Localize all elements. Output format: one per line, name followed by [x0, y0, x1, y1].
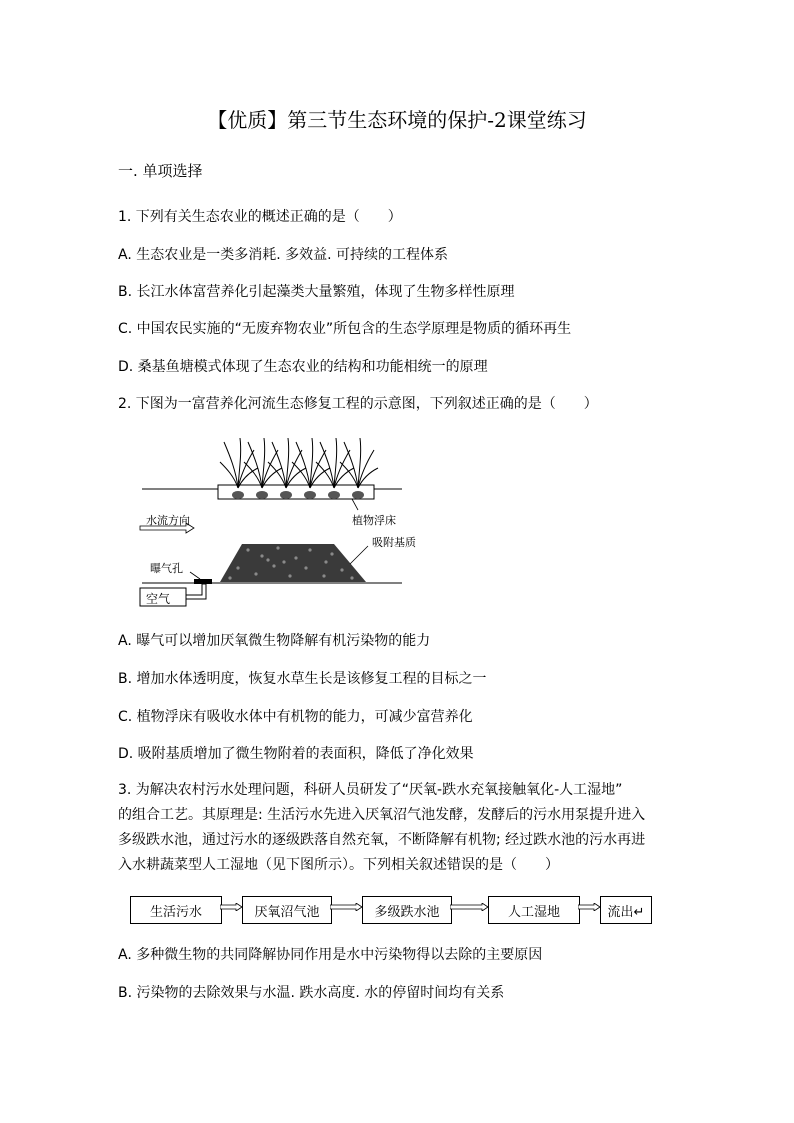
q3-stem [118, 778, 688, 878]
q2-stem: 2. 下图为一富营养化河流生态修复工程的示意图，下列叙述正确的是（ ） [118, 396, 598, 412]
q3-stem-line: 多级跌水池，通过污水的逐级跌落自然充氧，不断降解有机物; 经过跌水池的污水再进 [118, 832, 646, 848]
floating-bed-label: 植物浮床 [352, 514, 396, 527]
page-title: 【优质】第三节生态环境的保护-2课堂练习 [207, 108, 587, 132]
q1-option-c: C. 中国农民实施的“无废弃物农业”所包含的生态学原理是物质的循环再生 [118, 321, 572, 337]
flow-step-anaerobic-tank: 厌氧沼气池 [242, 896, 332, 924]
flow-direction-label: 水流方向 [146, 514, 190, 527]
q1-option-a: A. 生态农业是一类多消耗. 多效益. 可持续的工程体系 [118, 247, 449, 263]
q1-stem: 1. 下列有关生态农业的概述正确的是（ ） [118, 209, 402, 225]
flow-step-drop-tank: 多级跌水池 [362, 896, 452, 924]
q1-option-d: D. 桑基鱼塘模式体现了生态农业的结构和功能相统一的原理 [118, 359, 488, 375]
q3-stem-line: 3. 为解决农村污水处理问题，科研人员研发了“厌氧-跌水充氧接触氧化-人工湿地” [118, 782, 623, 798]
q2-option-c: C. 植物浮床有吸收水体中有机物的能力，可减少富营养化 [118, 709, 473, 725]
q1-option-b: B. 长江水体富营养化引起藻类大量繁殖，体现了生物多样性原理 [118, 284, 515, 300]
arrow-icon [578, 903, 600, 911]
arrow-icon [450, 903, 488, 911]
flow-step-wetland: 人工湿地 [488, 896, 580, 924]
q2-option-b: B. 增加水体透明度，恢复水草生长是该修复工程的目标之一 [118, 671, 487, 687]
air-label: 空气 [146, 592, 171, 606]
process-flow-diagram [118, 888, 678, 938]
flow-step-outflow: 流出↵ [600, 896, 652, 924]
arrow-icon [330, 903, 362, 911]
adsorption-label: 吸附基质 [372, 536, 416, 549]
q2-option-a: A. 曝气可以增加厌氧微生物降解有机污染物的能力 [118, 633, 431, 649]
q3-option-a: A. 多种微生物的共同降解协同作用是水中污染物得以去除的主要原因 [118, 947, 543, 963]
arrow-icon [220, 903, 242, 911]
flow-step-domestic-sewage: 生活污水 [130, 896, 222, 924]
q3-stem-line: 入水耕蔬菜型人工湿地（见下图所示）。下列相关叙述错误的是（ ） [118, 857, 559, 873]
q3-stem-line: 的组合工艺。其原理是: 生活污水先进入厌氧沼气池发酵，发酵后的污水用泵提升进入 [118, 807, 646, 823]
river-restoration-figure [138, 436, 416, 608]
q2-option-d: D. 吸附基质增加了微生物附着的表面积，降低了净化效果 [118, 746, 474, 762]
q3-option-b: B. 污染物的去除效果与水温. 跌水高度. 水的停留时间均有关系 [118, 985, 505, 1001]
aeration-hole-label: 曝气孔 [150, 562, 183, 575]
section-heading: 一. 单项选择 [118, 162, 203, 180]
